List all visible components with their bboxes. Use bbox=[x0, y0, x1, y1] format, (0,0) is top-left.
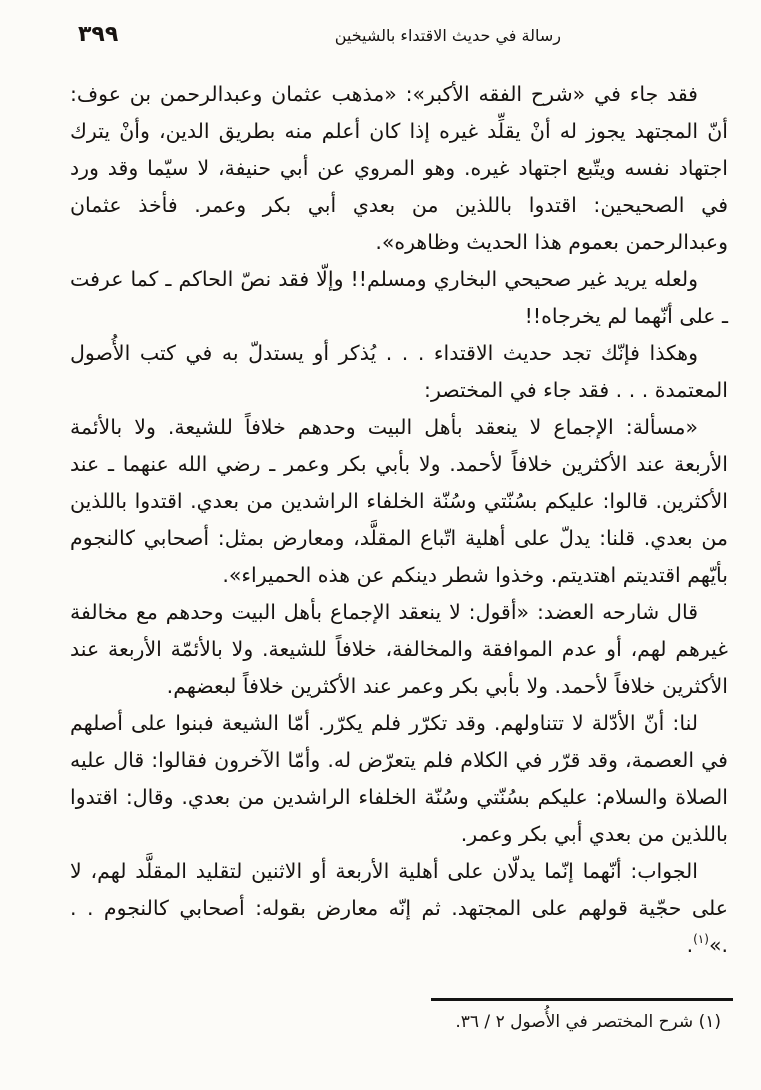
footnote-text: (١) شرح المختصر في الأُصول ٢ / ٣٦. bbox=[455, 1012, 721, 1032]
footnote-divider bbox=[431, 998, 733, 1001]
body-paragraph bbox=[70, 853, 728, 964]
body-text bbox=[0, 62, 761, 964]
footnote-marker: (١) bbox=[693, 932, 709, 946]
paragraph-tail: . bbox=[686, 933, 694, 957]
footnote-area bbox=[431, 998, 733, 1032]
body-paragraph: قال شارحه العضد: «أقول: لا ينعقد الإجماع بأهل البيت وحدهم مع مخالفة غيرهم لهم، أو عدم الموافقة والمخالفة، خلافاً للشيعة. ولا بالأئمّة الأربعة عند الأكثرين خلافاً لأحمد. ولا بأبي بكر وعمر عند الأكثرين خلافاً لبعضهم. bbox=[70, 600, 728, 698]
body-paragraph: لنا: أنّ الأدّلة لا تتناولهم. وقد تكرّر فلم يكرّر. أمّا الشيعة فبنوا على أصلهم في العصمة، وقد قرّر في الكلام فلم يتعرّض له. وأمّا الآخرون فقالوا: قال عليه الصلاة والسلام: عليكم بسُنّتي وسُنّة الخلفاء الراشدين من بعدي. وقال: اقتدوا باللذين من بعدي أبي بكر وعمر. bbox=[70, 711, 728, 846]
body-paragraph: وهكذا فإنّك تجد حديث الاقتداء . . . يُذكر أو يستدلّ به في كتب الأُصول المعتمدة . . . فقد جاء في المختصر: bbox=[70, 341, 728, 402]
body-paragraph: «مسألة: الإجماع لا ينعقد بأهل البيت وحدهم خلافاً للشيعة. ولا بالأئمة الأربعة عند الأكثرين خلافاً لأحمد. ولا بأبي بكر وعمر ـ رضي الله عنهما ـ عند الأكثرين. قالوا: عليكم بسُنّتي وسُنّة الخلفاء الراشدين من بعدي. اقتدوا باللذين من بعدي. قلنا: يدلّ على أهلية اتّباع المقلَّد، ومعارض بمثل: أصحابي كالنجوم بأيّهم اقتديتم اهتديتم. وخذوا شطر دينكم عن هذه الحميراء». bbox=[70, 415, 728, 587]
page-header bbox=[0, 0, 761, 62]
body-paragraph: ولعله يريد غير صحيحي البخاري ومسلم!! وإلّا فقد نصّ الحاكم ـ كما عرفت ـ على أنّهما لم يخرجاه!! bbox=[70, 267, 728, 328]
body-paragraph: فقد جاء في «شرح الفقه الأكبر»: «مذهب عثمان وعبدالرحمن بن عوف: أنّ المجتهد يجوز له أنْ يقلِّد غيره إذا كان أعلم منه بطريق الدين، وأنْ يترك اجتهاد نفسه ويتّبع اجتهاد غيره. وهو المروي عن أبي حنيفة، لا سيّما وقد ورد في الصحيحين: اقتدوا باللذين من بعدي أبي بكر وعمر. فأخذ عثمان وعبدالرحمن بعموم هذا الحديث وظاهره». bbox=[70, 82, 728, 254]
page-number: ٣٩٩ bbox=[78, 22, 119, 47]
paragraph-text: الجواب: أنّهما إنّما يدلّان على أهلية الأربعة أو الاثنين لتقليد المقلَّد لهم، لا على حجّية قولهم على المجتهد. ثم إنّه معارض بقوله: أصحابي كالنجوم . . .» bbox=[70, 859, 728, 957]
running-title: رسالة في حديث الاقتداء بالشيخين bbox=[334, 26, 561, 45]
